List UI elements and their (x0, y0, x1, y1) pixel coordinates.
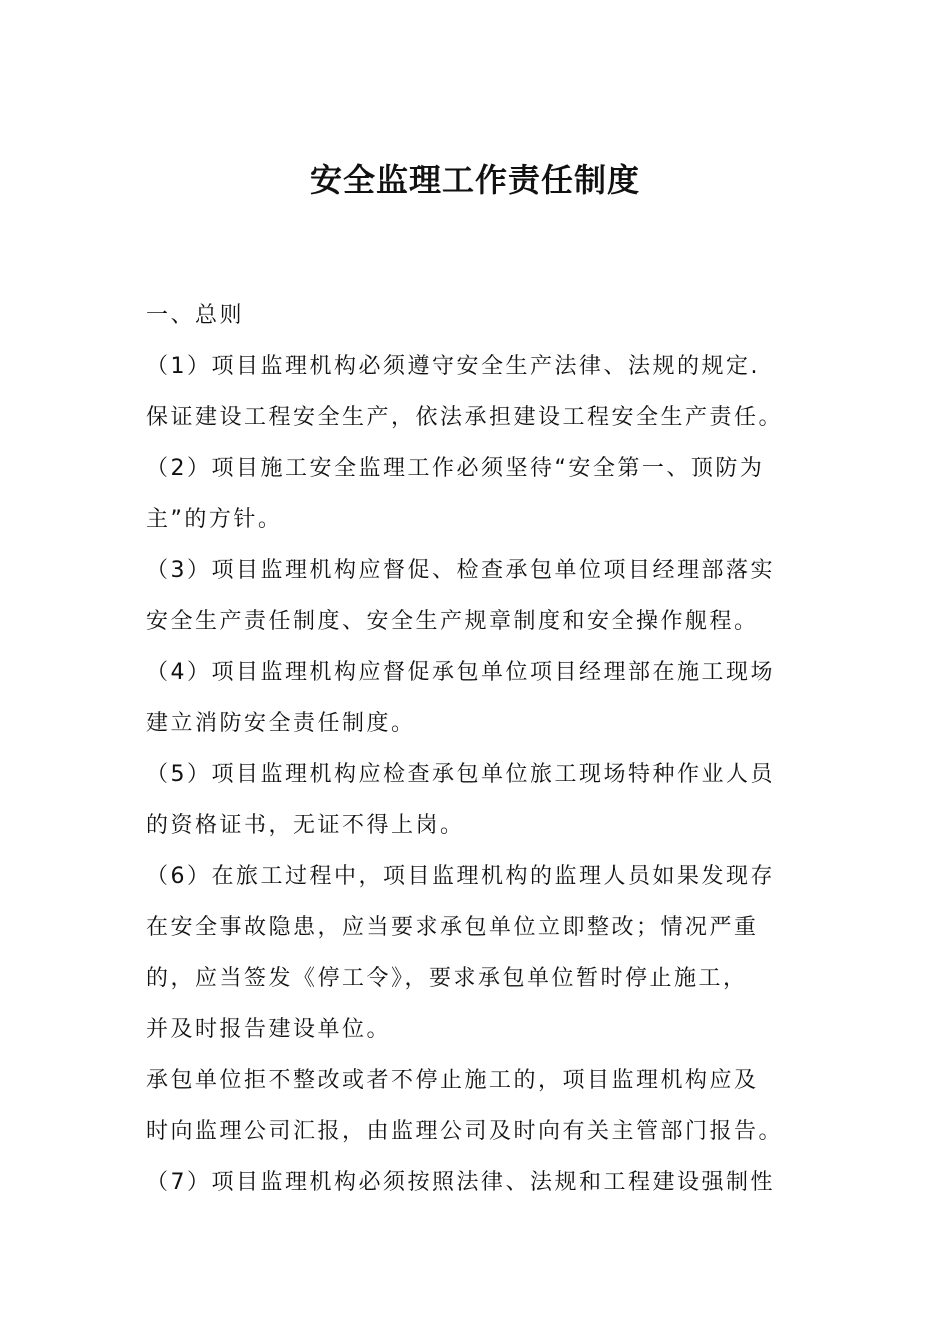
document-body (146, 290, 808, 1208)
paragraph-line: 在安全事故隐患，应当要求承包单位立即整改；情况严重 (146, 915, 759, 940)
paragraph-line: 主”的方针。 (146, 507, 283, 532)
document-title: 安全监理工作责任制度 (309, 161, 640, 199)
paragraph-line: 的资格证书，无证不得上岗。 (146, 813, 465, 838)
paragraph-line: （3）项目监理机构应督促、检查承包单位项目经理部落实 (146, 558, 775, 583)
paragraph-line: （7）项目监理机构必须按照法律、法规和工程建设强制性 (146, 1170, 775, 1195)
paragraph-line: （5）项目监理机构应检查承包单位旅工现场特种作业人员 (146, 762, 775, 787)
paragraph-line: 建立消防安全责任制度。 (146, 711, 416, 736)
paragraph-line: 时向监理公司汇报，由监理公司及时向有关主管部门报告。 (146, 1119, 784, 1144)
paragraph-line: （1）项目监理机构必须遵守安全生产法律、法规的规定. (146, 354, 760, 379)
paragraph-line: （2）项目施工安全监理工作必须坚待“安全第一、顶防为 (146, 456, 765, 481)
paragraph-line: 保证建设工程安全生产，依法承担建设工程安全生产责任。 (146, 405, 784, 430)
paragraph-line: 并及时报告建设单位。 (146, 1017, 392, 1042)
paragraph-line: （6）在旅工过程中，项目监理机构的监理人员如果发现存 (146, 864, 775, 889)
section-heading: 一、总则 (146, 303, 245, 328)
paragraph-line: 安全生产责任制度、安全生产规章制度和安全操作舰程。 (146, 609, 759, 634)
paragraph-line: （4）项目监理机构应督促承包单位项目经理部在施工现场 (146, 660, 775, 685)
paragraph-line: 承包单位拒不整改或者不停止施工的，项目监理机构应及 (146, 1068, 759, 1093)
paragraph-line: 的，应当签发《停工令》，要求承包单位暂时停止施工， (146, 966, 748, 991)
